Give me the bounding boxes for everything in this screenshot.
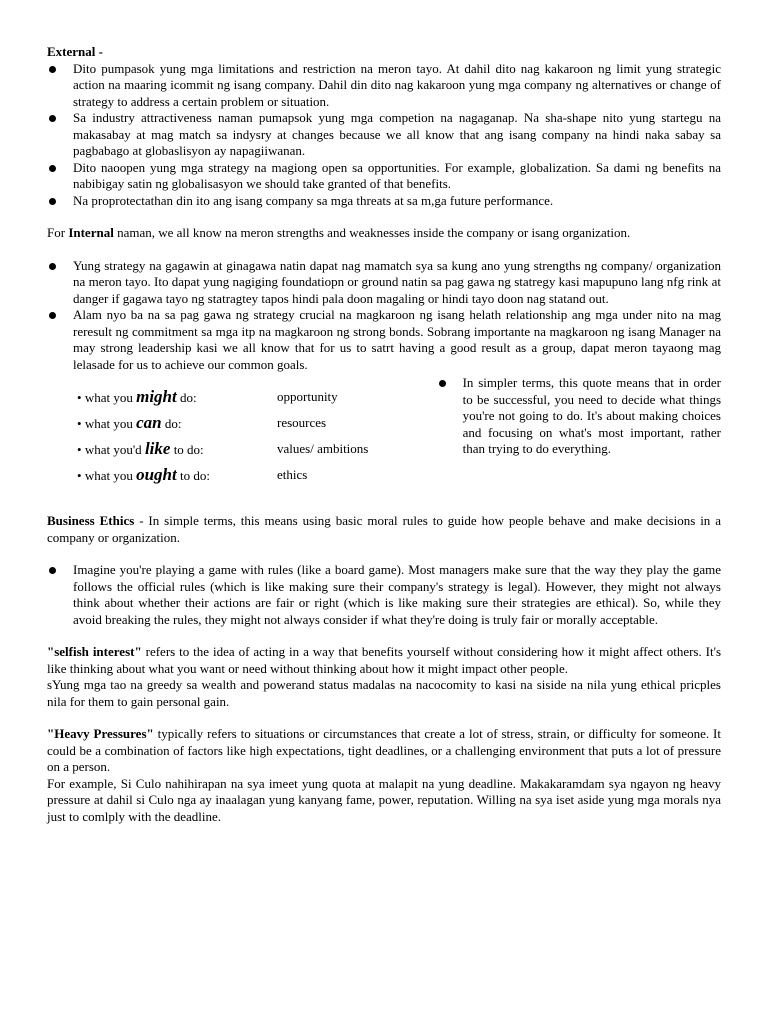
selfish-text: refers to the idea of acting in a way that benefits yourself without considering how it might affect others. It's like thinking about what you want or need without thinking about how it might impact other people. bbox=[47, 644, 722, 676]
table-value: resources bbox=[277, 415, 327, 430]
ethics-list bbox=[47, 562, 721, 628]
list-item: Na proprotectathan din ito ang isang company sa mga threats at sa m,ga future performance. bbox=[47, 193, 721, 210]
list-item: Yung strategy na gagawin at ginagawa natin dapat nag mamatch sya sa kung ano yung strengths ng company/ organization na meron tayo. Ito dapat yung nagiging foundatiopn or ground natin sa pag gawa ng statregy kasi mapupuno lang nfg rink at danger if gagawa tayo ng statragtey tapos hindi pala doon magaling or hindi tayo doon nag statand out. bbox=[47, 258, 721, 308]
internal-text: naman, we all know na meron strengths and weaknesses inside the company or isang organization. bbox=[113, 225, 631, 240]
ethics-paragraph bbox=[47, 513, 721, 546]
table-value: ethics bbox=[277, 467, 308, 482]
list-item: Dito pumpasok yung mga limitations and restriction na meron tayo. At dahil dito nag kakaroon ng limit yung strategic action na maaring icommit ng isang company. Dahil din dito nag kakaroon yung mga company ng alternatives or change of strategy to address a certain problem or situation. bbox=[47, 61, 721, 111]
list-item: Dito naoopen yung mga strategy na magiong open sa opportunities. For example, globalization. Sa dami ng benefits na nabibigay satin ng globalisasyon we should take granted of that benefits. bbox=[47, 160, 721, 193]
heavy-example: For example, Si Culo nahihirapan na sya imeet yung quota at malapit na yung deadline. Makakaramdam sya ngayon ng heavy pressure at dahil si Culo nga ay inaalagan yung kanyang fame, power, reputation. Willing na sya iset aside yung mga morals nya just to comlply with the deadline. bbox=[47, 775, 721, 824]
list-item: Alam nyo ba na sa pag gawa ng strategy crucial na magkaroon ng isang helath relationship ang mga under nito na mag reresult ng commitment sa mga itp na magkaroon ng strong bonds. Sobrang importante na magkaroon ng isang Manager na may strong leadership kasi we all know that for us to satrt having a good result as a group, dapat meron tayaong mag lelasade for us to achieve our common goals. bbox=[47, 307, 721, 373]
list-item: Sa industry attractiveness naman pumapsok yung mga competion na nagaganap. Na sha-shape nito yung startegu na makasabay at mag match sa indysry at changes because we all know that ang isang company na hindi naka sabay sa pagbabago at globaslisyon ay napagiiwanan. bbox=[47, 110, 721, 160]
selfish-tagalog: sYung mga tao na greedy sa wealth and powerand status madalas na nacocomity to kasi na siside na nila yung ethical pricples nila for them to gain personal gain. bbox=[47, 677, 721, 709]
heavy-paragraph bbox=[47, 726, 721, 776]
simpler-terms bbox=[437, 375, 721, 493]
quote-section bbox=[47, 375, 721, 493]
internal-lead: For bbox=[47, 225, 69, 240]
ethics-heading: Business Ethics bbox=[47, 513, 135, 528]
heavy-text: typically refers to situations or circumstances that create a lot of stress, strain, or difficulty for someone. It could be a combination of factors like high expectations, tight deadlines, or a challenging environment that puts a lot of pressure on a person. bbox=[47, 726, 721, 774]
heavy-heading: "Heavy Pressures" bbox=[47, 726, 154, 741]
table-row: • what you might do: opportunity bbox=[77, 389, 421, 406]
ethics-text: - In simple terms, this means using basic moral rules to guide how people behave and make decisions in a company or organization. bbox=[47, 513, 721, 545]
strategy-table bbox=[77, 375, 421, 493]
external-list bbox=[47, 61, 721, 210]
internal-list bbox=[47, 258, 721, 374]
table-value: values/ ambitions bbox=[277, 441, 369, 456]
internal-paragraph bbox=[47, 225, 721, 242]
selfish-heading: "selfish interest" bbox=[47, 644, 142, 659]
selfish-paragraph bbox=[47, 644, 721, 677]
document-page bbox=[47, 44, 721, 825]
table-row: • what you'd like to do: values/ ambitions bbox=[77, 441, 421, 458]
internal-heading: Internal bbox=[68, 225, 114, 240]
list-item: Imagine you're playing a game with rules (like a board game). Most managers make sure that the way they play the game follows the official rules (which is like making sure their company's strategy is legal). However, they might not always think about whether their actions are fair or right (which is like making sure their strategies are ethical). So, while they avoid breaking the rules, they might not always consider if what they're doing is truly fair or morally acceptable. bbox=[47, 562, 721, 628]
table-value: opportunity bbox=[277, 389, 338, 404]
list-item: In simpler terms, this quote means that in order to be successful, you need to decide what things you're not going to do. It's about making choices and focusing on what's most important, rather than trying to do everything. bbox=[437, 375, 721, 458]
table-row: • what you can do: resources bbox=[77, 415, 421, 432]
external-heading: External - bbox=[47, 44, 103, 59]
table-row: • what you ought to do: ethics bbox=[77, 467, 421, 484]
